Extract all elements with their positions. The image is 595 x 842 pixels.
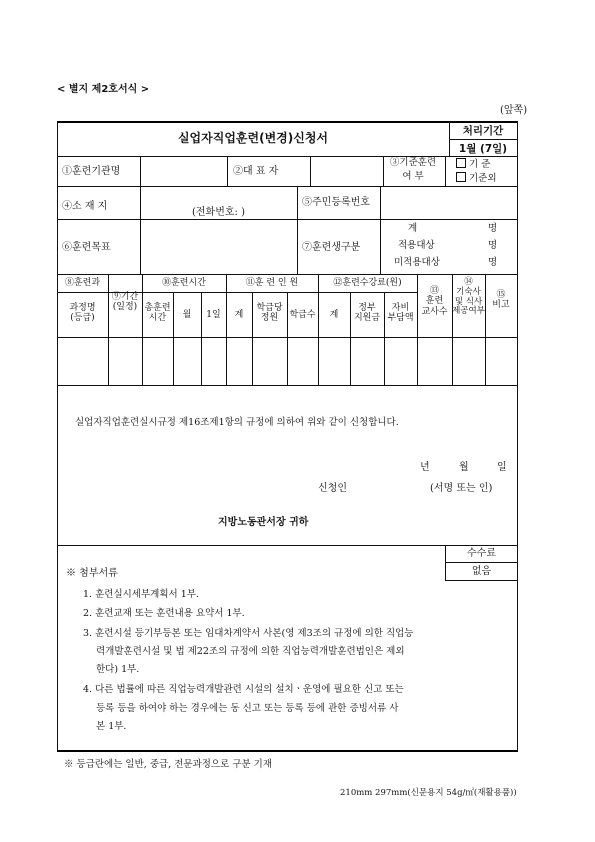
processing-value: 1월 (7일) <box>458 143 508 155</box>
trainee-type-label: ⑦훈련생구분 <box>302 242 361 253</box>
attachment-item-3-end: 한다) 1부. <box>96 664 140 675</box>
grade-footnote: ※ 등급란에는 일반, 중급, 전문과정으로 구분 기재 <box>64 759 273 770</box>
trainee-total-label: 계 <box>408 223 418 234</box>
fee-value: 없음 <box>471 566 492 577</box>
frame-bottom <box>57 750 518 752</box>
processing-label: 처리기간 <box>462 125 504 137</box>
date-month: 월 <box>459 462 469 473</box>
total-hours-header: 총훈련 시간 <box>144 303 171 324</box>
fee-box-bottom <box>445 580 518 581</box>
row-line-2 <box>57 186 518 187</box>
r1-div-a <box>140 156 141 186</box>
frame-right <box>517 121 518 751</box>
tv-108 <box>108 274 109 385</box>
tv-318 <box>318 274 319 385</box>
criteria-standard-option[interactable] <box>456 158 490 171</box>
fee-self-header: 자비 부담액 <box>387 303 414 324</box>
goal-label: ⑥훈련목표 <box>62 242 111 253</box>
tv-201 <box>201 292 202 385</box>
applicable-label: 적용대상 <box>398 240 435 251</box>
attachment-item-4: 4. 다른 법률에 따른 직업능력개발관련 시설의 설치ㆍ운영에 필요한 신고 또는 <box>83 684 404 695</box>
checkbox-nonstandard[interactable] <box>456 172 466 182</box>
fee-group-header: ⑫훈련수강료(원) <box>333 278 402 288</box>
classes-header: 학급수 <box>289 310 316 320</box>
dorm-header: ⑭ 기숙사 및 식사 제공여부 <box>452 277 485 317</box>
day-header: 1일 <box>206 310 221 320</box>
date-day: 일 <box>497 462 507 473</box>
r1-div-e <box>445 156 446 186</box>
fee-label: 수수료 <box>467 548 496 559</box>
attachment-item-4-cont: 등록 등을 하여야 하는 경우에는 동 신고 또는 등록 등에 관한 증빙서류 사 <box>96 703 399 714</box>
phone-label: (전화번호: ) <box>192 207 245 218</box>
fee-total-header: 계 <box>329 310 339 320</box>
remarks-header: ⑮ 비고 <box>492 290 510 311</box>
th-table-bottom <box>57 385 518 386</box>
fee-box-mid <box>445 562 518 563</box>
r2-div-b <box>297 186 298 219</box>
tv-142 <box>142 274 143 385</box>
processing-line <box>449 139 517 140</box>
attachment-item-1: 1. 훈련실시세부계획서 1부. <box>83 589 199 600</box>
persons-total-header: 계 <box>234 310 244 320</box>
attachment-item-3-cont: 력개발훈련시설 및 법 제22조의 규정에 의한 직업능력개발훈련법인은 제외 <box>96 646 405 657</box>
course-group-header: ⑧훈련과 <box>64 278 101 288</box>
form-header: < 별지 제2호서식 > <box>57 84 150 95</box>
row-line-1 <box>57 156 518 157</box>
trainee-total-unit: 명 <box>488 223 498 234</box>
representative-label: ②대 표 자 <box>233 166 279 177</box>
th-header-bottom <box>57 337 518 338</box>
checkbox-standard[interactable] <box>456 158 466 168</box>
row-line-4 <box>57 274 518 275</box>
course-name-header: 과정명 (등급) <box>69 303 96 324</box>
month-header: 월 <box>182 310 192 320</box>
applicable-unit: 명 <box>488 240 498 251</box>
frame-left <box>57 121 58 751</box>
not-applicable-unit: 명 <box>488 257 498 268</box>
application-statement: 실업자직업훈련실시규정 제16조제1항의 규정에 의하여 위와 같이 신청합니다. <box>75 417 399 428</box>
fee-gov-header: 정부 지원금 <box>353 303 381 324</box>
attachment-item-4-end: 본 1부. <box>96 721 127 732</box>
persons-quota-header: 학급당 정원 <box>256 303 283 324</box>
persons-group-header: ⑪훈 련 인 원 <box>245 278 299 288</box>
side-note: (앞쪽) <box>500 105 528 116</box>
address-label: ④소 재 지 <box>62 201 108 212</box>
r3-div-b <box>297 219 298 274</box>
training-org-label: ①훈련기관명 <box>62 166 121 177</box>
criteria-nonstandard-option[interactable] <box>456 172 497 185</box>
applicant-sign: (서명 또는 인) <box>430 483 493 494</box>
tv-226 <box>226 274 227 385</box>
criteria-label-top: ③기준훈련 <box>389 157 437 168</box>
resident-no-label: ⑤주민등록번호 <box>302 197 370 208</box>
applicant-label: 신청인 <box>318 483 347 494</box>
date-year: 년 <box>420 462 430 473</box>
attachment-item-2: 2. 훈련교재 또는 훈련내용 요약서 1부. <box>83 608 245 619</box>
r3-div-c <box>380 219 381 274</box>
form-title: 실업자직업훈련(변경)신청서 <box>177 131 329 145</box>
nonstandard-text: 기준외 <box>469 173 497 184</box>
r3-div-a <box>140 219 141 274</box>
paper-spec: 210mm 297mm(신문용지 54g/㎡(재활용품)) <box>340 788 517 798</box>
attachment-item-3: 3. 훈련시설 등기부등본 또는 임대차계약서 사본(영 제3조의 규정에 의한 직업능 <box>83 628 414 639</box>
instructors-header: ⑬ 훈련 교사수 <box>421 286 448 317</box>
standard-text: 기 준 <box>469 159 491 170</box>
row-line-3 <box>57 219 518 220</box>
r2-div-a <box>140 186 141 219</box>
attachments-top-line <box>57 545 518 546</box>
not-applicable-label: 미적용대상 <box>394 257 440 268</box>
tv-173 <box>173 292 174 385</box>
hours-group-header: ⑩훈련시간 <box>162 278 206 288</box>
r1-div-b <box>227 156 228 186</box>
r1-div-c <box>310 156 311 186</box>
tv-287 <box>287 292 288 385</box>
attachments-title: ※ 첨부서류 <box>66 568 118 579</box>
addressee: 지방노동관서장 귀하 <box>218 517 309 528</box>
criteria-label-bottom: 여 부 <box>402 171 424 182</box>
r2-div-c <box>380 186 381 219</box>
period-header: ⑨기간 (일정) <box>111 292 139 313</box>
